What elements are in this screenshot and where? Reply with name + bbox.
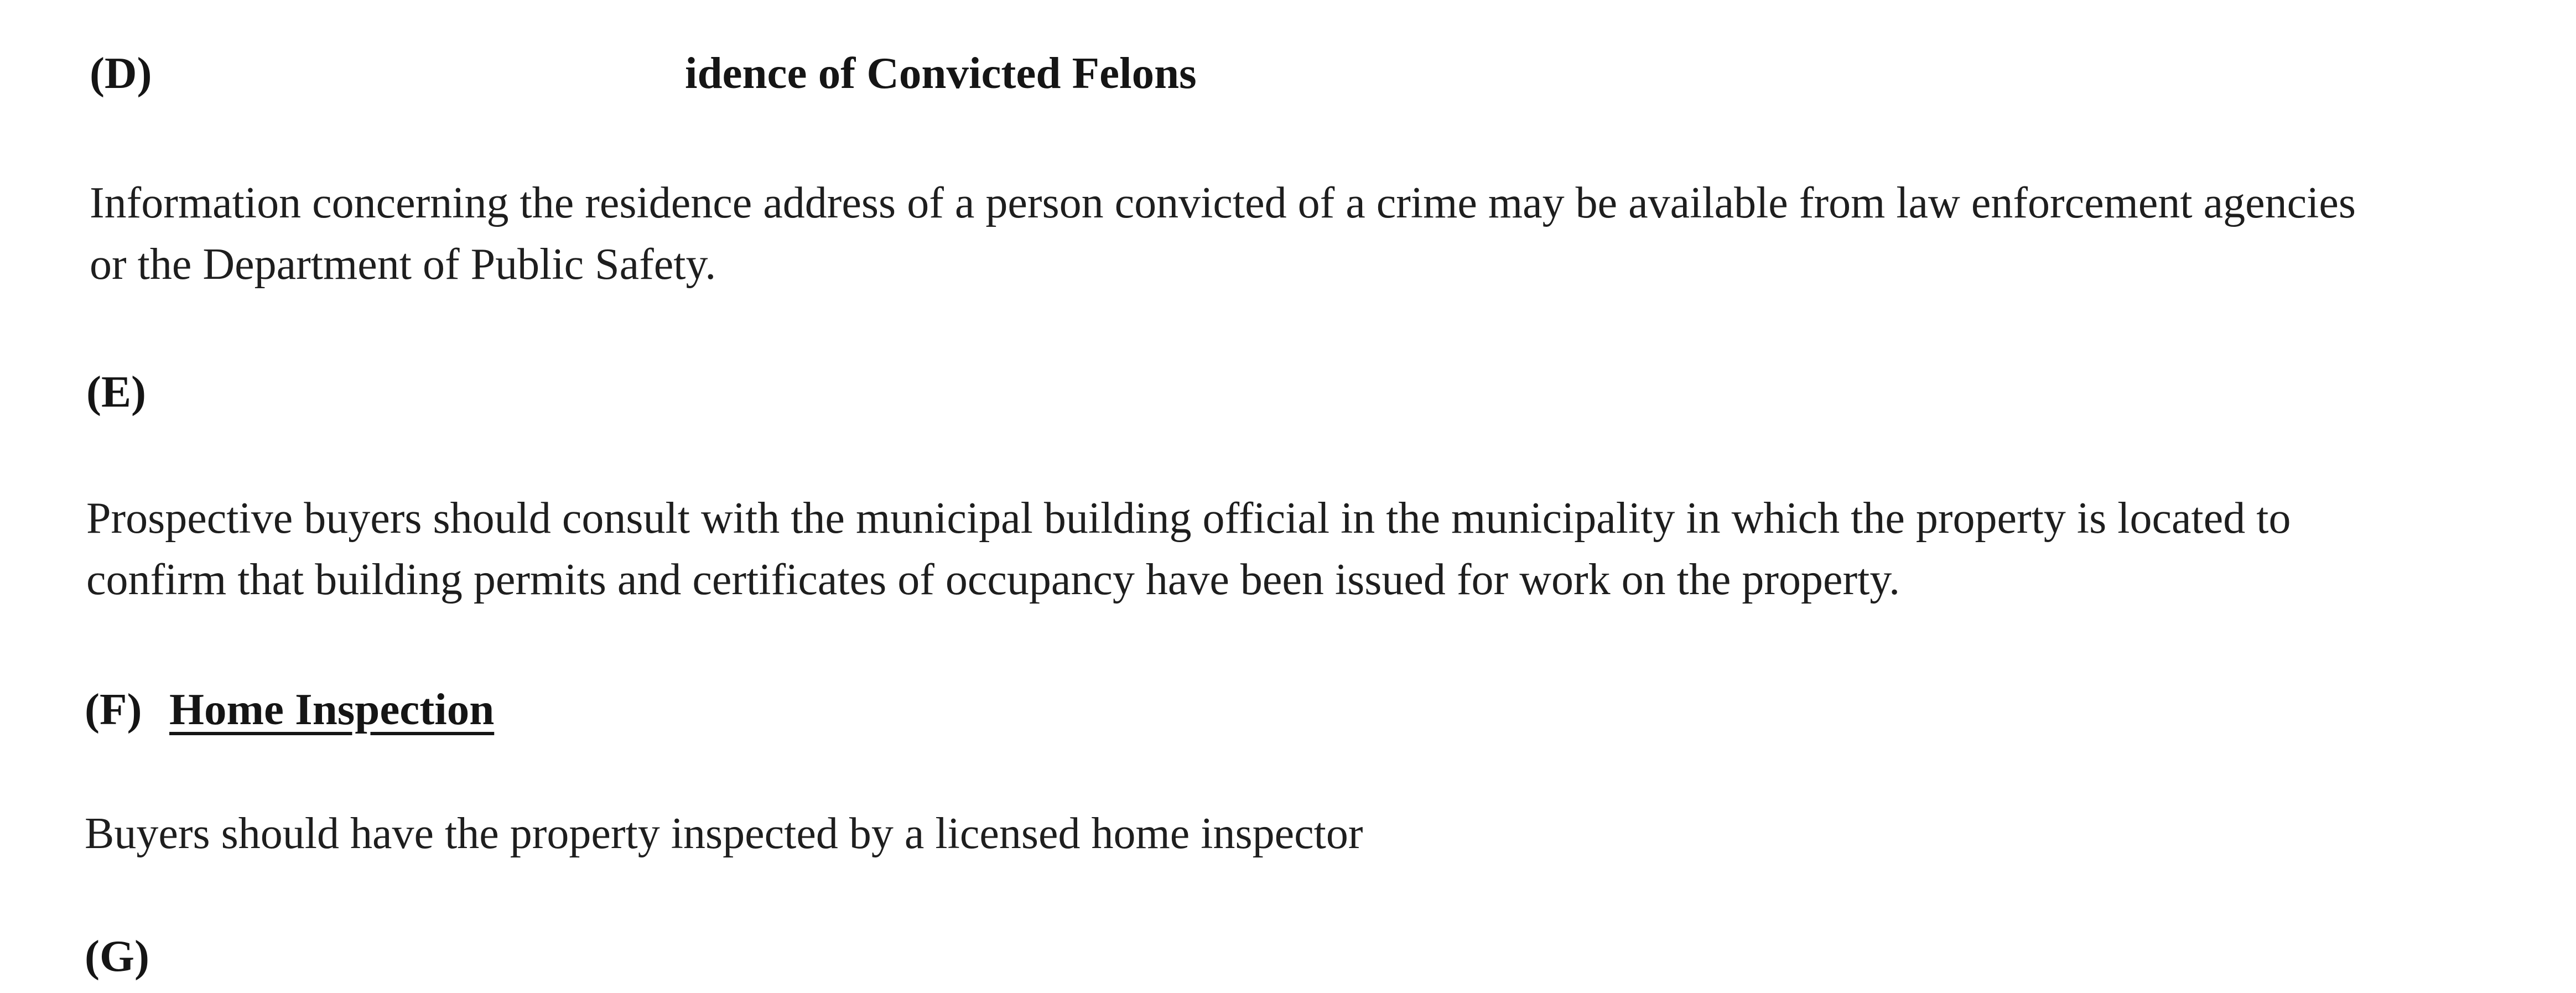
section-e-body-line-2: confirm that building permits and certificates of occupancy have been issued for work on the property. xyxy=(86,555,1900,604)
section-e-body-line-1: Prospective buyers should consult with the municipal building official in the municipality in which the property is located to xyxy=(86,494,2291,543)
section-d-body-line-2: or the Department of Public Safety. xyxy=(90,240,716,289)
section-f-body-line-1: Buyers should have the property inspected by a licensed home inspector xyxy=(85,809,1363,858)
section-d-body-line-1: Information concerning the residence address of a person convicted of a crime may be available from law enforcement agencies xyxy=(90,179,2356,227)
section-f-body xyxy=(85,803,1363,865)
section-f-letter: (F) xyxy=(85,684,142,734)
section-f-heading xyxy=(85,684,495,734)
section-d-body xyxy=(90,173,2356,295)
section-g-heading xyxy=(85,931,149,981)
section-e-letter: (E) xyxy=(86,367,146,417)
section-f-title: Home Inspection xyxy=(169,684,495,734)
section-d-heading xyxy=(90,48,1197,98)
section-g-letter: (G) xyxy=(85,931,149,981)
section-e-body xyxy=(86,488,2291,611)
section-d-title: idence of Convicted Felons xyxy=(685,48,1197,98)
section-e-heading xyxy=(86,367,146,417)
section-d-letter: (D) xyxy=(90,48,152,98)
